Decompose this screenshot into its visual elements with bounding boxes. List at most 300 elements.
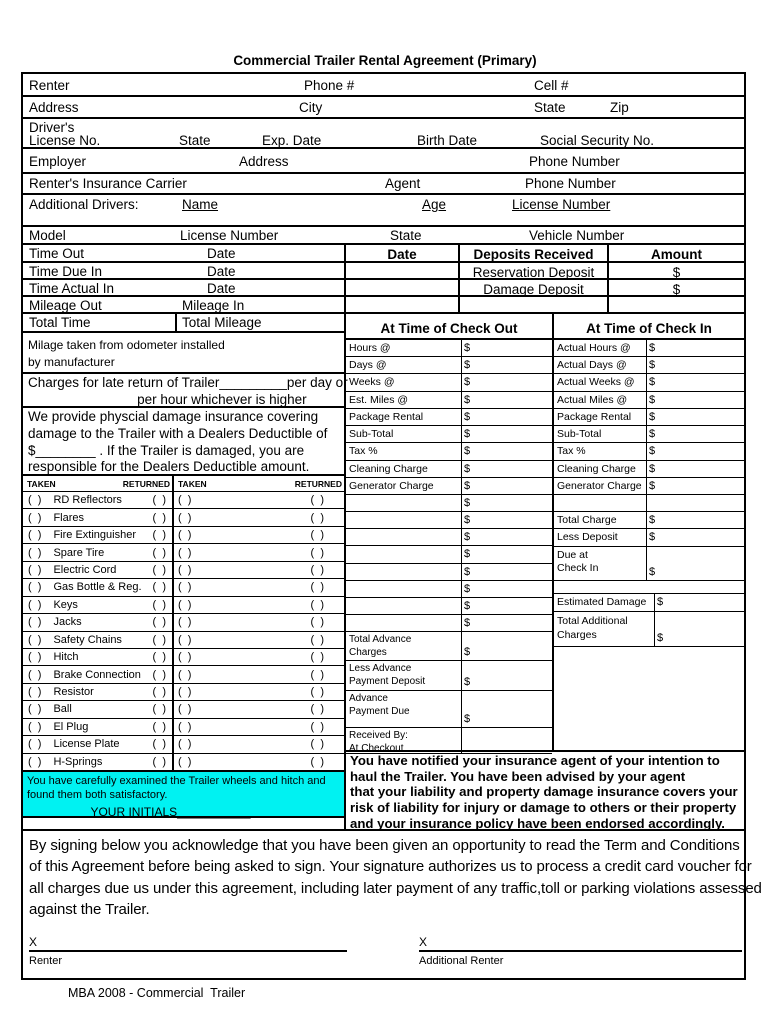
birth-date-label: Birth Date: [417, 133, 478, 148]
returned-checkbox[interactable]: ( ): [152, 633, 166, 646]
time-out-cell: [23, 245, 346, 261]
total-charge-field[interactable]: $: [649, 514, 656, 526]
taken-checkbox[interactable]: ( ): [28, 633, 42, 646]
blank-charge-row: [346, 615, 552, 632]
charge-label: Actual Weeks @: [554, 374, 647, 390]
insurance-notice-line: that your liability and property damage insurance covers your: [350, 784, 738, 800]
renter-x-mark: X: [29, 935, 38, 949]
blank-label: [346, 564, 462, 580]
returned-checkbox[interactable]: ( ): [310, 529, 324, 542]
checklist-row: [23, 509, 344, 526]
renter-signature-label: Renter: [29, 955, 63, 967]
taken-checkbox[interactable]: ( ): [28, 755, 42, 768]
checklist-right-cell: [174, 492, 344, 508]
total-additional-field[interactable]: $: [657, 632, 664, 644]
date-header: Date: [346, 245, 460, 261]
taken-returned-header-right: [174, 476, 344, 491]
renter-signature-line[interactable]: [29, 934, 347, 952]
charge-label: Days @: [346, 357, 462, 373]
charge-row: [346, 409, 552, 426]
check-in-header: At Time of Check In: [554, 314, 744, 340]
charge-label: Tax %: [346, 443, 462, 459]
returned-checkbox[interactable]: ( ): [310, 633, 324, 646]
taken-checkbox[interactable]: ( ): [178, 755, 192, 768]
charge-row: [554, 443, 744, 460]
charge-label: Cleaning Charge: [554, 461, 647, 477]
check-in-charges: [554, 340, 744, 495]
charge-amount-field[interactable]: $: [649, 359, 656, 372]
estimated-damage-label: Estimated Damage: [554, 594, 655, 611]
damage-deposit-amount-field[interactable]: $: [672, 282, 681, 297]
label-line-2: Check In: [557, 562, 599, 574]
charge-label: Actual Hours @: [554, 340, 647, 356]
due-at-check-in-field[interactable]: $: [649, 566, 656, 578]
trailer-state-label: State: [390, 228, 422, 243]
taken-checkbox[interactable]: ( ): [28, 703, 42, 716]
drivers-label: Driver's: [29, 120, 75, 135]
charge-amount-field[interactable]: $: [464, 548, 471, 561]
returned-label: RETURNED: [294, 479, 342, 489]
advance-amount-field[interactable]: $: [464, 676, 471, 688]
checklist-left-cell: [23, 754, 174, 770]
phone-label: Phone #: [304, 78, 355, 93]
checklist-row: [23, 736, 344, 753]
returned-checkbox[interactable]: ( ): [310, 651, 324, 664]
time-due-in-cell: [23, 263, 346, 278]
city-label: City: [299, 100, 323, 115]
terms-paragraph: [23, 831, 762, 921]
label-line-1: Total Additional: [557, 615, 628, 627]
returned-checkbox[interactable]: ( ): [152, 703, 166, 716]
checklist-row: [23, 579, 344, 596]
label-line-1: Total Advance: [349, 634, 412, 645]
age-label: Age: [422, 197, 447, 212]
renter-row: [23, 74, 744, 97]
returned-checkbox[interactable]: ( ): [310, 738, 324, 751]
odometer-note: [23, 333, 346, 374]
check-in-gap-row: [554, 581, 744, 594]
label-line-2: At Checkout: [349, 742, 404, 754]
charge-row: [346, 426, 552, 443]
returned-checkbox[interactable]: ( ): [152, 668, 166, 681]
checklist-left-cell: [23, 509, 174, 525]
blank-charge-row: [346, 529, 552, 546]
checklist-row: [23, 544, 344, 561]
charge-amount-field[interactable]: $: [464, 514, 471, 527]
check-in-empty-row: [554, 495, 744, 512]
checklist-right-cell: [174, 684, 344, 700]
taken-checkbox[interactable]: ( ): [28, 738, 42, 751]
checklist-right-cell: [174, 736, 344, 752]
taken-checkbox[interactable]: ( ): [28, 563, 42, 576]
additional-drivers-label: Additional Drivers:: [29, 197, 139, 212]
charge-amount-field[interactable]: $: [649, 342, 656, 354]
wheels-hitch-notice: [23, 770, 346, 818]
checklist-item-label: Hitch: [53, 651, 79, 664]
employer-address-label: Address: [239, 154, 289, 169]
license-state-label: State: [179, 133, 211, 148]
returned-checkbox[interactable]: ( ): [152, 546, 166, 559]
insurance-notice-line: You have notified your insurance agent of your intention to: [350, 753, 720, 768]
returned-checkbox[interactable]: ( ): [152, 755, 166, 768]
less-deposit-label: Less Deposit: [554, 529, 647, 546]
charge-amount-field[interactable]: $: [464, 479, 471, 492]
deductible-note: [23, 408, 346, 476]
taken-label: TAKEN: [27, 479, 56, 489]
checklist-row: [23, 666, 344, 683]
taken-checkbox[interactable]: ( ): [28, 686, 42, 699]
returned-checkbox[interactable]: ( ): [310, 616, 324, 629]
charge-amount-field[interactable]: $: [464, 359, 471, 372]
charge-amount-field[interactable]: $: [464, 616, 471, 629]
charge-amount-field[interactable]: $: [649, 445, 656, 458]
charge-row: [346, 392, 552, 409]
license-no-label: License No.: [29, 133, 101, 148]
empty-cell: [460, 297, 609, 312]
taken-checkbox[interactable]: ( ): [28, 720, 42, 733]
returned-checkbox[interactable]: ( ): [152, 494, 166, 507]
returned-checkbox[interactable]: ( ): [152, 511, 166, 524]
returned-checkbox[interactable]: ( ): [152, 651, 166, 664]
taken-checkbox[interactable]: ( ): [28, 598, 42, 611]
taken-checkbox[interactable]: ( ): [178, 563, 192, 576]
employer-label: Employer: [29, 154, 87, 169]
charge-amount-field[interactable]: $: [649, 462, 656, 475]
charge-amount-field[interactable]: $: [464, 599, 471, 612]
returned-checkbox[interactable]: ( ): [310, 598, 324, 611]
returned-checkbox[interactable]: ( ): [152, 563, 166, 576]
estimated-damage-row: [554, 594, 744, 612]
total-charge-label: Total Charge: [554, 512, 647, 528]
charge-row: [554, 409, 744, 426]
taken-checkbox[interactable]: ( ): [28, 494, 42, 507]
reservation-deposit-amount-field[interactable]: $: [672, 265, 681, 280]
date-field[interactable]: [346, 263, 460, 278]
checklist-row: [23, 719, 344, 736]
less-deposit-field[interactable]: $: [649, 531, 656, 543]
less-deposit-row: [554, 529, 744, 547]
employer-row: [23, 149, 744, 174]
insurance-carrier-row: [23, 174, 744, 195]
model-row: [23, 227, 744, 245]
checklist-left-cell: [23, 492, 174, 508]
taken-checkbox[interactable]: ( ): [178, 581, 192, 594]
total-additional-row: [554, 612, 744, 647]
returned-checkbox[interactable]: ( ): [310, 703, 324, 716]
blank-field: [647, 495, 744, 511]
charge-label: Actual Miles @: [554, 392, 647, 408]
returned-label: RETURNED: [122, 479, 170, 489]
checklist-right-cell: [174, 597, 344, 613]
charge-amount-field[interactable]: $: [464, 410, 471, 423]
note-line: You have carefully examined the Trailer wheels and hitch and: [27, 775, 326, 787]
total-mileage-label: Total Mileage: [182, 315, 262, 330]
checklist-right-cell: [174, 701, 344, 717]
advance-amount-field[interactable]: $: [464, 646, 471, 658]
blank-charge-row: [346, 495, 552, 512]
due-at-check-in-row: [554, 547, 744, 581]
checklist-item-label: El Plug: [53, 720, 89, 733]
charge-label: Weeks @: [346, 374, 462, 390]
charge-amount-field[interactable]: $: [649, 428, 656, 441]
checklist-item-label: License Plate: [53, 738, 120, 751]
agreement-form: [21, 72, 762, 980]
charge-amount-field[interactable]: $: [464, 497, 471, 509]
label-line-2: Payment Deposit: [349, 675, 426, 687]
note-line: Charges for late return of Trailer_________per day or: [28, 375, 348, 390]
charge-amount-field[interactable]: $: [649, 479, 656, 492]
additional-renter-x-mark: X: [419, 935, 428, 949]
taken-checkbox[interactable]: ( ): [178, 738, 192, 751]
returned-checkbox[interactable]: ( ): [310, 668, 324, 681]
label-line-2: Charges: [557, 629, 597, 641]
taken-checkbox[interactable]: ( ): [178, 598, 192, 611]
blank-label: [554, 495, 647, 511]
charge-amount-field[interactable]: $: [649, 376, 656, 389]
checklist-right-cell: [174, 509, 344, 525]
returned-checkbox[interactable]: ( ): [152, 738, 166, 751]
charge-label: Cleaning Charge: [346, 461, 462, 477]
charge-amount-field[interactable]: $: [464, 582, 471, 595]
form-footer: MBA 2008 - Commercial Trailer: [68, 986, 246, 1000]
taken-checkbox[interactable]: ( ): [28, 616, 42, 629]
charge-row: [554, 340, 744, 357]
charge-label: Est. Miles @: [346, 392, 462, 408]
note-line: We provide physcial damage insurance covering: [28, 409, 319, 424]
terms-line: By signing below you acknowledge that you have been given an opportunity to read the Term and Conditions: [29, 837, 740, 854]
checklist-right-cell: [174, 666, 344, 682]
taken-checkbox[interactable]: ( ): [178, 686, 192, 699]
checklist-right-cell: [174, 544, 344, 560]
checklist-item-label: Keys: [53, 598, 78, 611]
mileage-row: [23, 297, 744, 314]
date-label: Date: [207, 281, 236, 296]
checklist-left-cell: [23, 632, 174, 648]
label-line-1: Received By:: [349, 730, 408, 741]
checklist-left-cell: [23, 527, 174, 543]
charge-amount-field[interactable]: $: [464, 445, 471, 458]
note-line: Milage taken from odometer installed: [28, 338, 225, 352]
charge-amount-field[interactable]: $: [464, 428, 471, 441]
date-label: Date: [207, 246, 236, 261]
equipment-checklist: [23, 492, 346, 770]
date-label: Date: [207, 264, 236, 279]
returned-checkbox[interactable]: ( ): [310, 511, 324, 524]
time-out-label: Time Out: [29, 246, 85, 261]
returned-checkbox[interactable]: ( ): [152, 581, 166, 594]
license-row: [23, 119, 744, 149]
charge-amount-field[interactable]: $: [464, 531, 471, 544]
total-time-label: Total Time: [29, 315, 91, 330]
time-actual-in-label: Time Actual In: [29, 281, 115, 296]
checklist-item-label: Gas Bottle & Reg.: [53, 581, 142, 594]
trailer-license-label: License Number: [180, 228, 279, 243]
checklist-left-cell: [23, 544, 174, 560]
charge-label: Sub-Total: [346, 426, 462, 442]
terms-line: all charges due us under this agreement, including later payment of any traffic,toll or parking violations assessed: [29, 879, 762, 897]
insurance-notice-line: haul the Trailer. You have been advised by your agent: [350, 768, 686, 784]
returned-checkbox[interactable]: ( ): [152, 720, 166, 733]
returned-checkbox[interactable]: ( ): [310, 686, 324, 699]
check-out-charges: [346, 340, 554, 495]
check-out-blank-rows: [346, 495, 554, 632]
returned-checkbox[interactable]: ( ): [310, 720, 324, 733]
advance-totals: [346, 632, 554, 754]
taken-checkbox[interactable]: ( ): [28, 668, 42, 681]
estimated-damage-field[interactable]: $: [657, 596, 664, 608]
charge-row: [346, 461, 552, 478]
empty-strip: [23, 818, 346, 829]
time-due-in-label: Time Due In: [29, 264, 103, 279]
returned-checkbox[interactable]: ( ): [152, 529, 166, 542]
checklist-left-cell: [23, 562, 174, 578]
cell-label: Cell #: [534, 78, 569, 93]
blank-charge-row: [346, 598, 552, 615]
charge-row: [554, 374, 744, 391]
checklist-item-label: Brake Connection: [53, 668, 141, 681]
advance-total-label: [346, 632, 462, 660]
checklist-row: [23, 632, 344, 649]
date-field[interactable]: [346, 280, 460, 295]
empty-cell: [609, 297, 744, 312]
taken-checkbox[interactable]: ( ): [28, 581, 42, 594]
returned-checkbox[interactable]: ( ): [152, 616, 166, 629]
blank-charge-row: [346, 512, 552, 529]
time-actual-in-cell: [23, 280, 346, 295]
empty-cell: [346, 297, 460, 312]
wheels-hitch-lines: [27, 775, 344, 802]
charge-amount-field[interactable]: $: [464, 462, 471, 475]
returned-checkbox[interactable]: ( ): [310, 494, 324, 507]
checklist-row: [23, 684, 344, 701]
taken-checkbox[interactable]: ( ): [178, 529, 192, 542]
returned-checkbox[interactable]: ( ): [152, 598, 166, 611]
blank-label: [346, 512, 462, 528]
blank-label: [346, 546, 462, 562]
charge-row: [554, 461, 744, 478]
checklist-right-cell: [174, 579, 344, 595]
carrier-label: Renter's Insurance Carrier: [29, 176, 187, 191]
checklist-right-cell: [174, 527, 344, 543]
license-number-label: License Number: [512, 197, 611, 212]
note-line: found them both satisfactory.: [27, 788, 168, 801]
charge-amount-field[interactable]: $: [464, 565, 471, 578]
blank-charge-row: [346, 581, 552, 598]
returned-checkbox[interactable]: ( ): [310, 546, 324, 559]
late-return-note: [23, 374, 346, 408]
signature-section: [23, 829, 762, 978]
taken-checkbox[interactable]: ( ): [178, 511, 192, 524]
exp-date-label: Exp. Date: [262, 133, 322, 148]
charge-amount-field[interactable]: $: [649, 393, 656, 406]
charge-row: [554, 357, 744, 374]
label-line-1: Due at: [557, 549, 588, 561]
additional-renter-signature-line[interactable]: [419, 934, 742, 952]
charge-row: [346, 478, 552, 495]
taken-checkbox[interactable]: ( ): [178, 633, 192, 646]
charge-row: [554, 392, 744, 409]
advance-total-row: [346, 661, 552, 691]
agent-label: Agent: [385, 176, 421, 191]
time-actual-in-row: [23, 280, 744, 297]
checklist-row: [23, 597, 344, 614]
checklist-item-label: Electric Cord: [53, 563, 117, 576]
taken-checkbox[interactable]: ( ): [178, 546, 192, 559]
returned-checkbox[interactable]: ( ): [310, 755, 324, 768]
model-label: Model: [29, 228, 66, 243]
charge-amount-field[interactable]: $: [649, 410, 656, 423]
note-line: $________ . If the Trailer is damaged, you are: [28, 442, 305, 458]
name-label: Name: [182, 197, 219, 212]
advance-total-row: [346, 691, 552, 728]
checklist-row: [23, 614, 344, 631]
checklist-row: [23, 492, 344, 509]
checklist-item-label: Ball: [53, 703, 72, 716]
total-time-cell: [23, 314, 177, 333]
checklist-right-cell: [174, 754, 344, 770]
taken-checkbox[interactable]: ( ): [178, 494, 192, 507]
charge-label: Tax %: [554, 443, 647, 459]
charge-label: Package Rental: [554, 409, 647, 425]
damage-deposit-label: Damage Deposit: [460, 280, 609, 295]
blank-label: [346, 615, 462, 631]
carrier-phone-label: Phone Number: [525, 176, 616, 191]
taken-checkbox[interactable]: ( ): [178, 651, 192, 664]
taken-checkbox[interactable]: ( ): [178, 720, 192, 733]
charge-label: Sub-Total: [554, 426, 647, 442]
time-due-in-row: [23, 263, 744, 280]
taken-checkbox[interactable]: ( ): [178, 668, 192, 681]
additional-drivers-row: [23, 195, 744, 227]
checklist-right-cell: [174, 649, 344, 665]
charge-row: [346, 340, 552, 357]
taken-checkbox[interactable]: ( ): [28, 529, 42, 542]
note-line: __________per hour whichever is higher: [62, 391, 307, 407]
advance-amount-field[interactable]: $: [464, 713, 471, 725]
checklist-left-cell: [23, 597, 174, 613]
returned-checkbox[interactable]: ( ): [310, 581, 324, 594]
taken-checkbox[interactable]: ( ): [28, 546, 42, 559]
taken-checkbox[interactable]: ( ): [28, 511, 42, 524]
taken-checkbox[interactable]: ( ): [178, 703, 192, 716]
checklist-row: [23, 649, 344, 666]
charge-amount-field[interactable]: $: [464, 393, 471, 406]
blank-label: [346, 598, 462, 614]
checklist-left-cell: [23, 666, 174, 682]
blank-label: [346, 581, 462, 597]
returned-checkbox[interactable]: ( ): [310, 563, 324, 576]
returned-checkbox[interactable]: ( ): [152, 686, 166, 699]
renter-label: Renter: [29, 78, 70, 93]
charge-label: Hours @: [346, 340, 462, 356]
your-initials-field[interactable]: YOUR INITIALS___________: [90, 805, 251, 819]
taken-checkbox[interactable]: ( ): [28, 651, 42, 664]
charge-label: Generator Charge: [554, 478, 647, 494]
address-row: [23, 97, 744, 119]
charge-row: [346, 357, 552, 374]
terms-line: of this Agreement before being asked to sign. Your signature authorizes us to process a credit card voucher for: [29, 858, 752, 876]
charge-amount-field[interactable]: $: [464, 376, 471, 389]
taken-checkbox[interactable]: ( ): [178, 616, 192, 629]
checklist-row: [23, 527, 344, 544]
note-line: damage to the Trailer with a Dealers Deductible of: [28, 425, 328, 441]
checklist-row: [23, 754, 344, 770]
advance-total-label: [346, 691, 462, 727]
charge-amount-field[interactable]: $: [464, 342, 471, 354]
checklist-left-cell: [23, 719, 174, 735]
checklist-item-label: Spare Tire: [53, 546, 105, 559]
mileage-in-label: Mileage In: [182, 298, 245, 313]
